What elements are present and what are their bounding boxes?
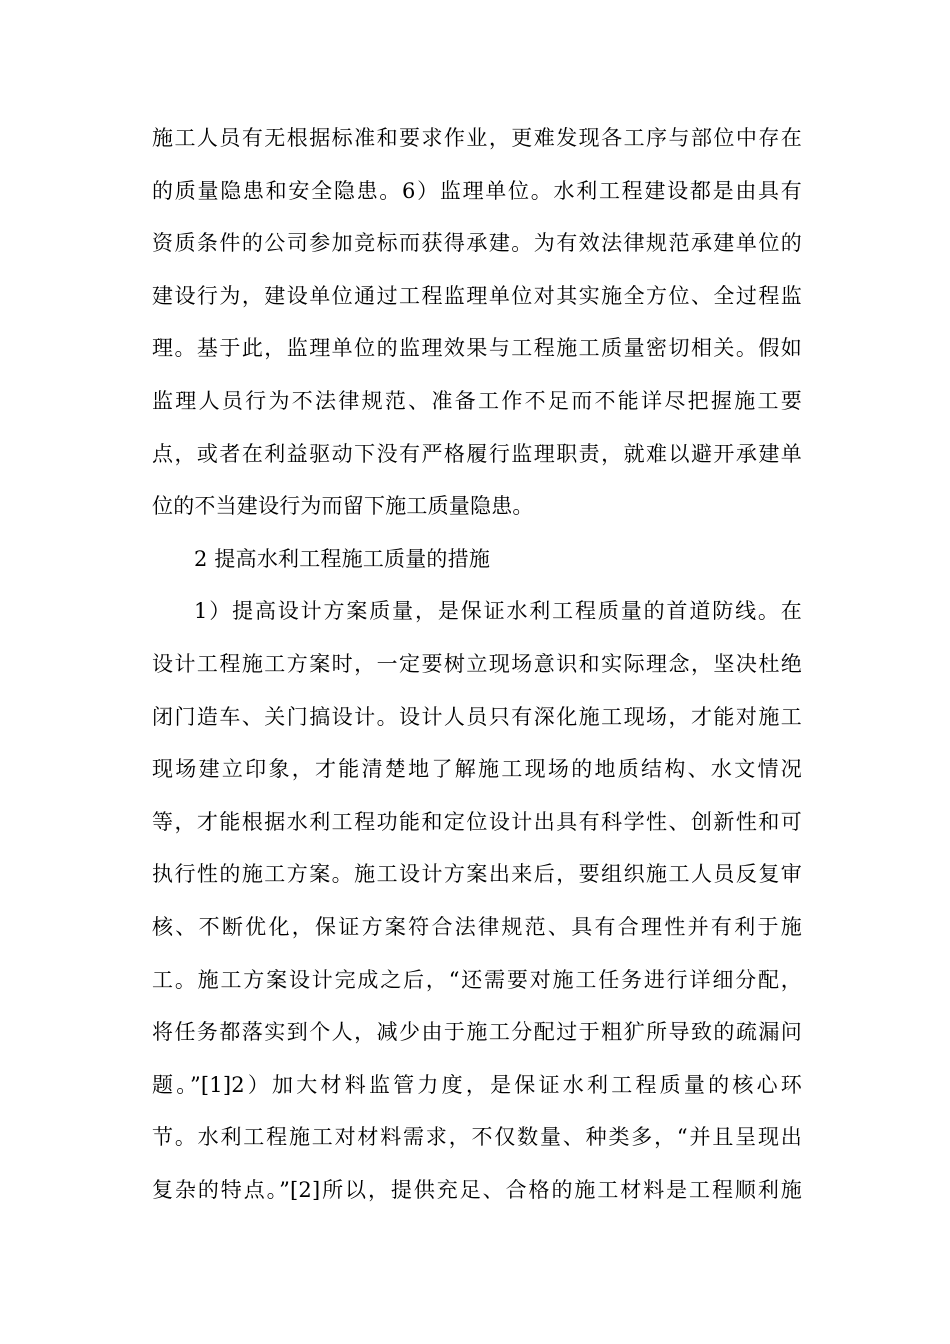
text-line: 资质条件的公司参加竞标而获得承建。为有效法律规范承建单位的 — [152, 231, 802, 256]
text-line: 的质量隐患和安全隐患。6）监理单位。水利工程建设都是由具有 — [152, 178, 802, 203]
text-line: 现场建立印象，才能清楚地了解施工现场的地质结构、水文情况 — [152, 757, 802, 782]
text-line: 核、不断优化，保证方案符合法律规范、具有合理性并有利于施 — [152, 914, 802, 939]
text-line: 题。”[1]2）加大材料监管力度，是保证水利工程质量的核心环 — [152, 1072, 802, 1097]
section-heading: 2 提高水利工程施工质量的措施 — [194, 546, 491, 571]
text-line: 复杂的特点。”[2]所以，提供充足、合格的施工材料是工程顺利施 — [152, 1177, 802, 1202]
text-line: 1）提高设计方案质量，是保证水利工程质量的首道防线。在 — [194, 599, 802, 624]
text-line: 监理人员行为不法律规范、准备工作不足而不能详尽把握施工要 — [152, 388, 802, 413]
body-text — [152, 112, 802, 1216]
text-line: 执行性的施工方案。施工设计方案出来后，要组织施工人员反复审 — [152, 862, 802, 887]
text-line: 节。水利工程施工对材料需求，不仅数量、种类多，“并且呈现出 — [152, 1125, 802, 1150]
text-line: 闭门造车、关门搞设计。设计人员只有深化施工现场，才能对施工 — [152, 704, 802, 729]
text-line: 建设行为，建设单位通过工程监理单位对其实施全方位、全过程监 — [152, 283, 802, 308]
text-line: 理。基于此，监理单位的监理效果与工程施工质量密切相关。假如 — [152, 336, 802, 361]
text-line: 设计工程施工方案时，一定要树立现场意识和实际理念，坚决杜绝 — [152, 651, 802, 676]
text-line: 施工人员有无根据标准和要求作业，更难发现各工序与部位中存在 — [152, 126, 802, 150]
text-line: 等，才能根据水利工程功能和定位设计出具有科学性、创新性和可 — [152, 809, 802, 834]
text-line: 位的不当建设行为而留下施工质量隐患。 — [152, 494, 534, 519]
text-line: 工。施工方案设计完成之后，“还需要对施工任务进行详细分配， — [152, 967, 802, 992]
text-line: 将任务都落实到个人，减少由于施工分配过于粗犷所导致的疏漏问 — [152, 1020, 802, 1045]
text-line: 点，或者在利益驱动下没有严格履行监理职责，就难以避开承建单 — [152, 441, 802, 466]
